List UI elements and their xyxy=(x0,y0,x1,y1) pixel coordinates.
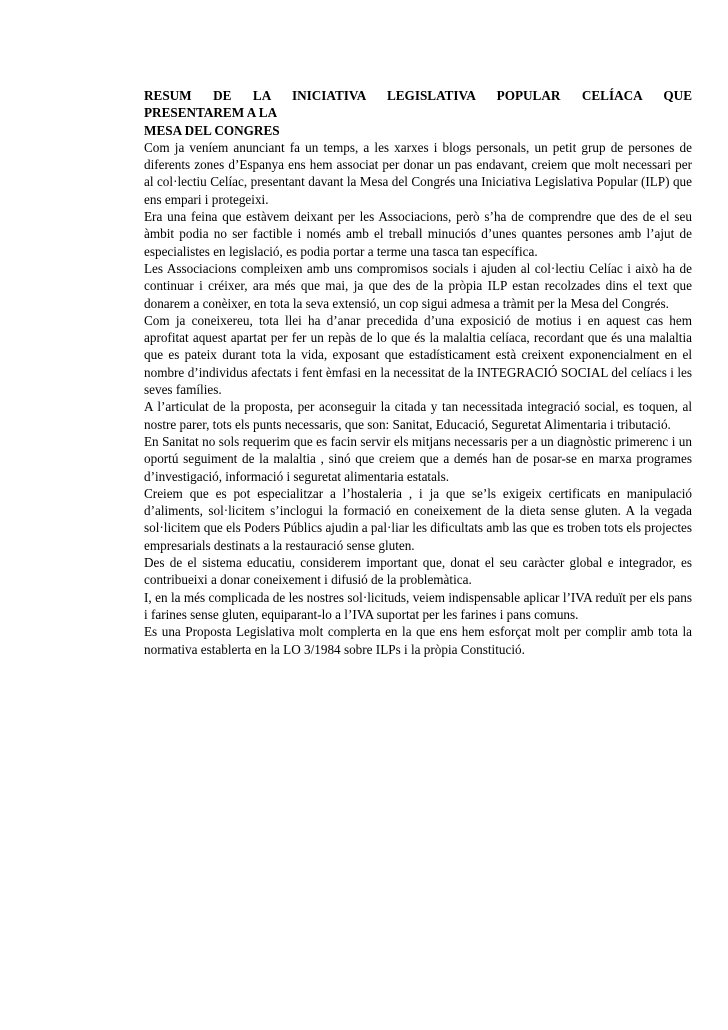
paragraph: En Sanitat no sols requerim que es facin servir els mitjans necessaris per a un diagnòstic primerenc i un oportú seguiment de la malaltia , sinó que creiem que a demés han de posar-se en marxa programes d’investigació, informació i seguretat alimentaria estatals. xyxy=(144,433,692,484)
paragraph: Les Associacions compleixen amb uns compromisos socials i ajuden al col·lectiu Celíac i això ha de continuar i créixer, ara més que mai, ja que des de la pròpia ILP estan recolzades dins el text que donarem a conèixer, en tota la seva extensió, un cop sigui admesa a tràmit per la Mesa del Congrés. xyxy=(144,260,692,311)
paragraph: A l’articulat de la proposta, per aconseguir la citada y tan necessitada integració social, es toquen, al nostre parer, tots els punts necessaris, que son: Sanitat, Educació, Seguretat Alimentaria i tributació. xyxy=(144,399,692,432)
document-page xyxy=(144,87,692,658)
title-line: PRESENTAREM A LA xyxy=(144,105,278,121)
paragraph: Creiem que es pot especialitzar a l’hostaleria , i ja que se’ls exigeix certificats en manipulació d’aliments, sol·licitem s’inclogui la formació en coneixement de la dieta sense gluten. A la vegada sol·licitem que els Poders Públics ajudin a pal·liar les dificultats amb las que es troben tots els projectes empresarials destinats a la restauració sense gluten. xyxy=(144,485,692,553)
paragraph: I, en la més complicada de les nostres sol·licituds, veiem indispensable aplicar l’IVA reduït per els pans i farines sense gluten, equiparant-lo a l’IVA suportat per les farines i pans comuns. xyxy=(144,589,692,622)
paragraph: Es una Proposta Legislativa molt complerta en la que ens hem esforçat molt per complir amb tota la normativa establerta en la LO 3/1984 sobre ILPs i la pròpia Constitució. xyxy=(144,624,692,657)
document-title xyxy=(144,87,692,139)
title-line: MESA DEL CONGRES xyxy=(144,122,280,138)
title-line: RESUM DE LA INICIATIVA LEGISLATIVA POPULAR CELÍACA QUE xyxy=(144,88,692,103)
paragraph: Com ja coneixereu, tota llei ha d’anar precedida d’una exposició de motius i en aquest cas hem aprofitat aquest apartat per fer un repàs de lo que és la malaltia celíaca, recordant que és una malaltia que es pateix durant tota la vida, exposant que estadísticament està creixent exponencialment en el nombre d’individus afectats i fent èmfasi en la necessitat de la INTEGRACIÓ SOCIAL del celíacs i les seves famílies. xyxy=(144,312,692,398)
paragraph: Era una feina que estàvem deixant per les Associacions, però s’ha de comprendre que des de el seu àmbit podia no ser factible i només amb el treball minuciós d’unes quantes persones amb l’ajut de especialistes en legislació, es podia portar a terme una tasca tan específica. xyxy=(144,209,692,259)
paragraph: Des de el sistema educatiu, considerem important que, donat el seu caràcter global e integrador, es contribueixi a donar coneixement i difusió de la problemàtica. xyxy=(144,555,692,588)
paragraph: Com ja veníem anunciant fa un temps, a les xarxes i blogs personals, un petit grup de persones de diferents zones d’Espanya ens hem associat per donar un pas endavant, creiem que molt necessari per al col·lectiu Celíac, presentant davant la Mesa del Congrés una Iniciativa Legislativa Popular (ILP) que ens empari i protegeixi. xyxy=(144,139,692,207)
